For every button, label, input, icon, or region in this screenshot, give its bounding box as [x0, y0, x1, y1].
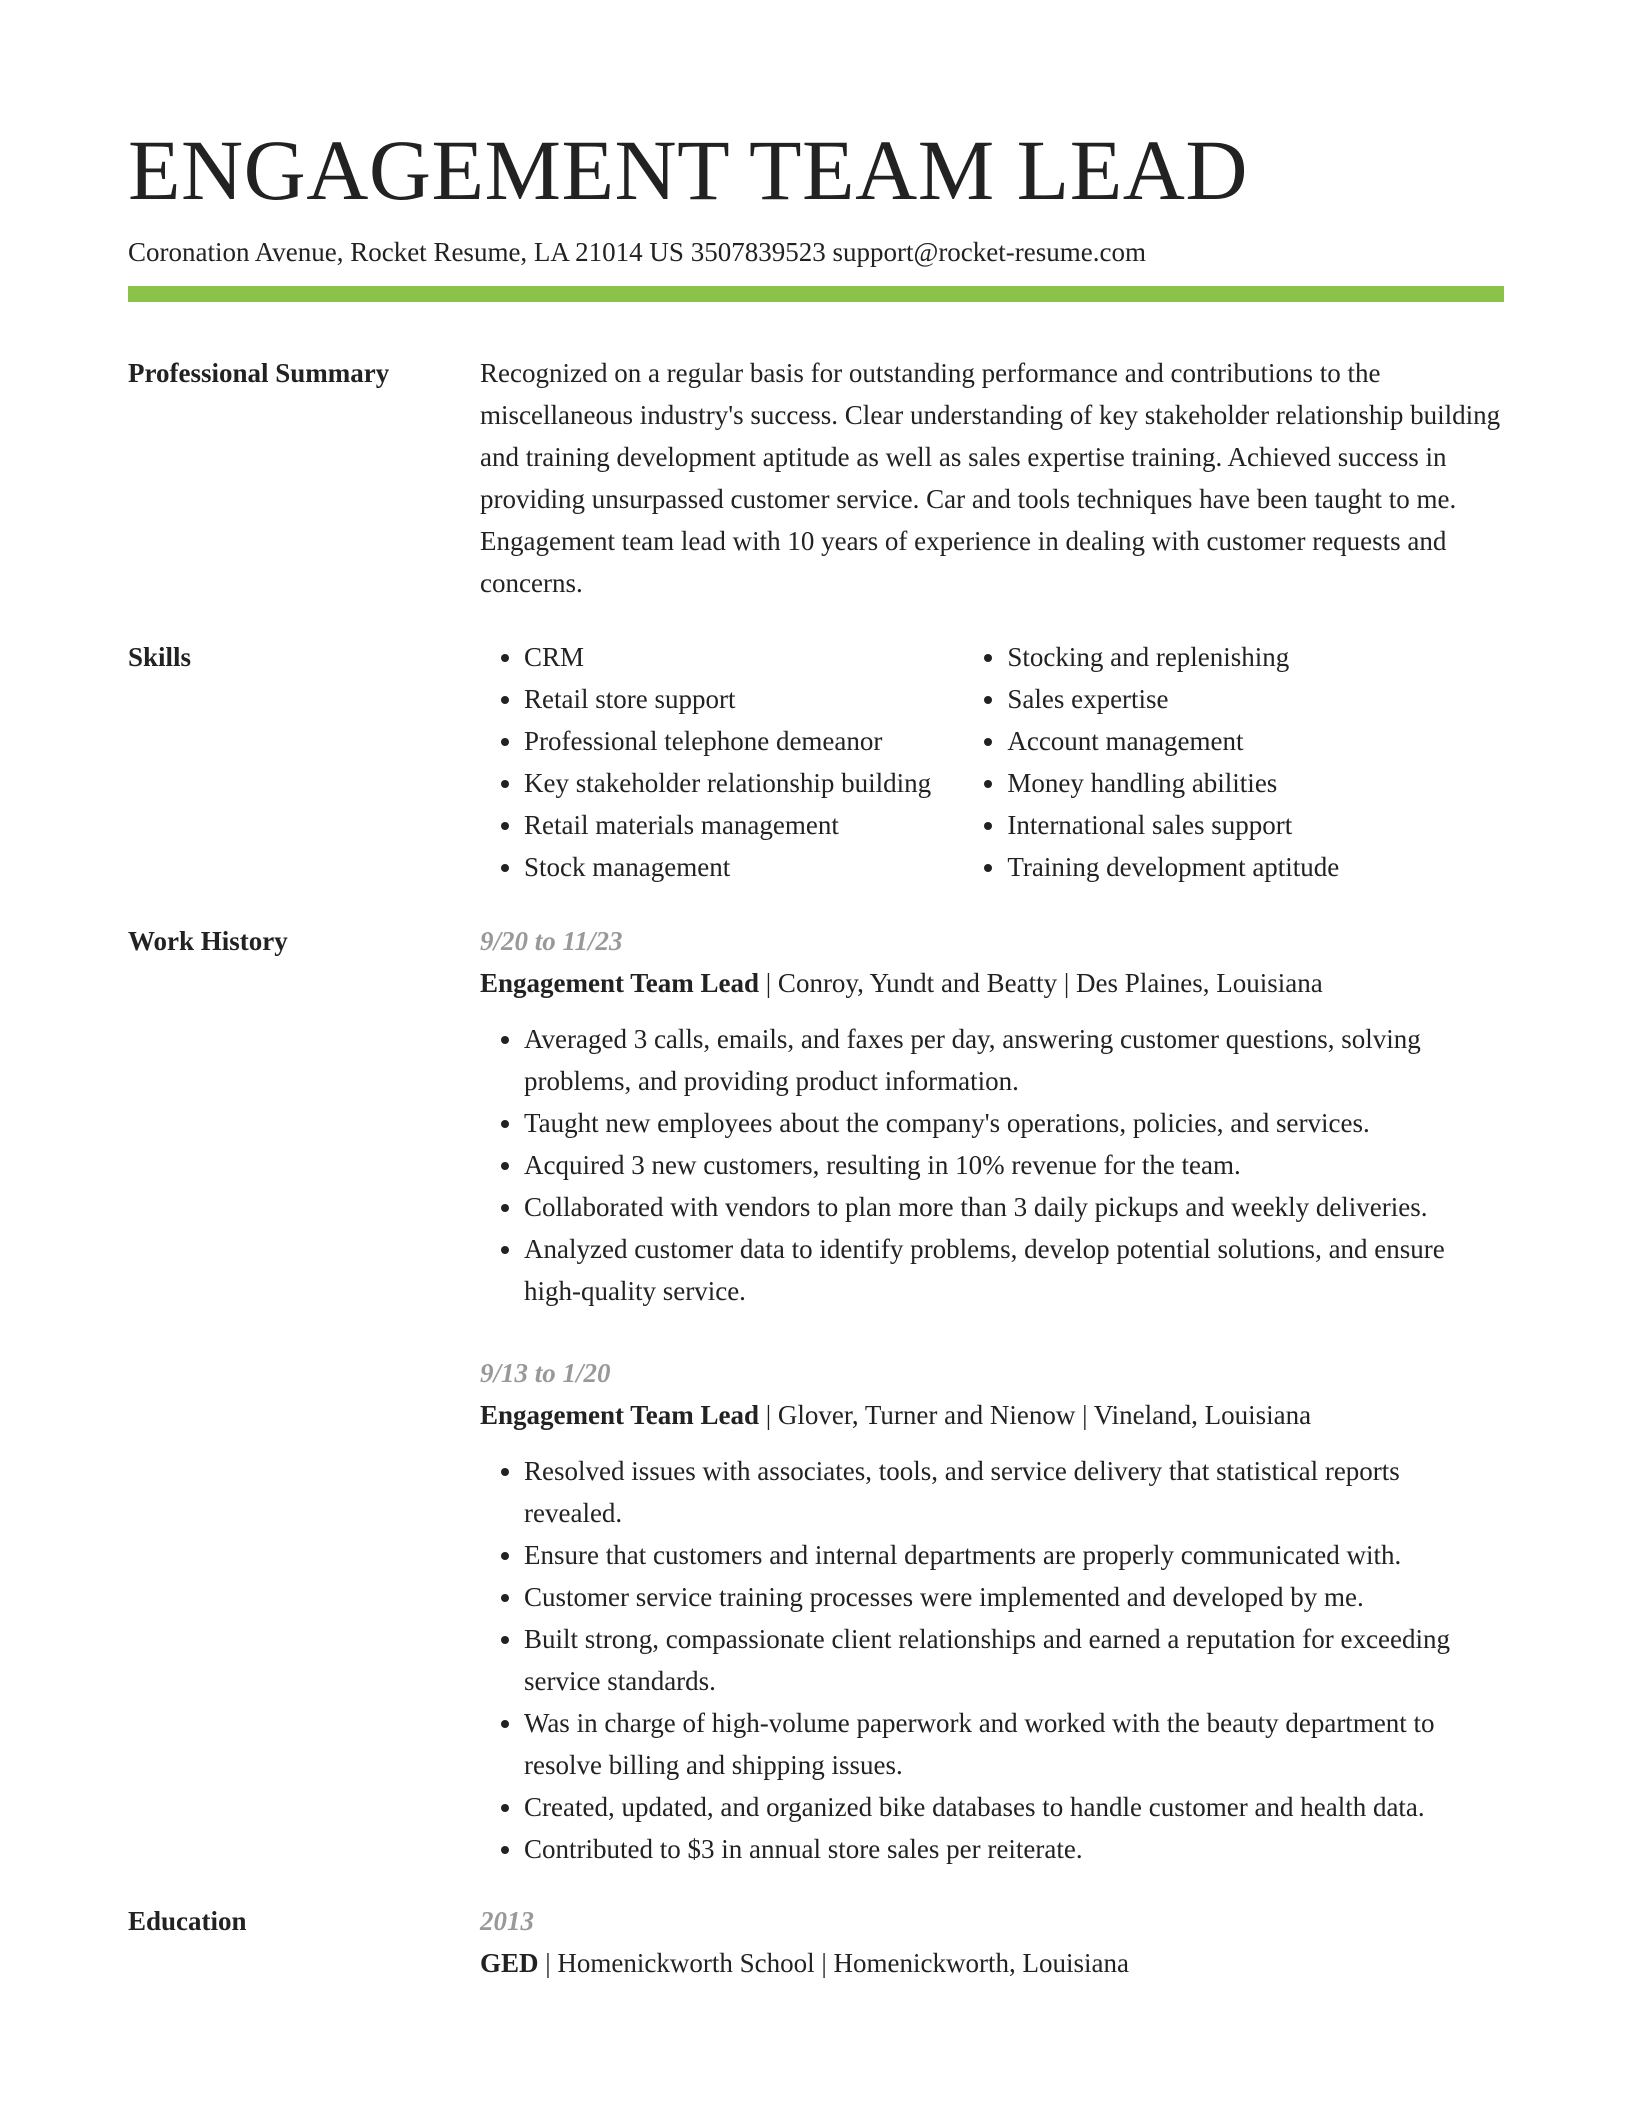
job-dates: 9/20 to 11/23	[480, 926, 623, 956]
education-details-line	[480, 1942, 1504, 1984]
skill-item: • Money handling abilities	[1007, 762, 1504, 804]
duty-item: • Built strong, compassionate client relationships and earned a reputation for exceeding service standards.	[524, 1618, 1504, 1702]
duty-item: • Was in charge of high-volume paperwork and worked with the beauty department to resolve billing and shipping issues.	[524, 1702, 1504, 1786]
resume-title: ENGAGEMENT TEAM LEAD	[128, 122, 1248, 218]
skill-item: • Professional telephone demeanor	[524, 720, 963, 762]
duty-item: • Contributed to $3 in annual store sales per reiterate.	[524, 1828, 1504, 1870]
job-header	[480, 1394, 1504, 1436]
skills-column-2	[963, 636, 1504, 888]
education-entry	[480, 1900, 1504, 1984]
skills-column-1	[480, 636, 963, 888]
contact-phone: 3507839523	[690, 237, 826, 267]
skill-item: • Training development aptitude	[1007, 846, 1504, 888]
duty-item: • Averaged 3 calls, emails, and faxes per day, answering customer questions, solving problems, and providing product information.	[524, 1018, 1504, 1102]
job-duties	[480, 1018, 1504, 1312]
duty-item: • Analyzed customer data to identify problems, develop potential solutions, and ensure high-quality service.	[524, 1228, 1504, 1312]
job-duties	[480, 1450, 1504, 1870]
skills-heading: Skills	[128, 642, 192, 672]
contact-line	[128, 234, 1504, 270]
duty-item: • Collaborated with vendors to plan more than 3 daily pickups and weekly deliveries.	[524, 1186, 1504, 1228]
duty-item: • Acquired 3 new customers, resulting in 10% revenue for the team.	[524, 1144, 1504, 1186]
skill-item: • Key stakeholder relationship building	[524, 762, 963, 804]
work-history-list	[480, 920, 1504, 1870]
header-accent-rule	[128, 286, 1504, 302]
summary-text: Recognized on a regular basis for outstanding performance and contributions to the miscellaneous industry's success. Clear understanding of key stakeholder relationship building and training development aptitude as well as sales expertise training. Achieved success in providing unsurpassed customer service. Car and tools techniques have been taught to me. Engagement team lead with 10 years of experience in dealing with customer requests and concerns.	[480, 358, 1501, 598]
work-history-section	[128, 920, 1504, 1870]
contact-address: Coronation Avenue, Rocket Resume, LA 21014 US	[128, 237, 684, 267]
education-degree: GED	[480, 1948, 539, 1978]
job-entry	[480, 920, 1504, 1312]
job-header	[480, 962, 1504, 1004]
job-dates: 9/13 to 1/20	[480, 1358, 611, 1388]
education-section	[128, 1900, 1504, 1984]
duty-item: • Resolved issues with associates, tools, and service delivery that statistical reports revealed.	[524, 1450, 1504, 1534]
job-employer-location: | Glover, Turner and Nienow | Vineland, Louisiana	[759, 1400, 1312, 1430]
skill-item: • Sales expertise	[1007, 678, 1504, 720]
job-employer-location: | Conroy, Yundt and Beatty | Des Plaines, Louisiana	[759, 968, 1323, 998]
skills-section	[128, 636, 1504, 888]
summary-heading: Professional Summary	[128, 358, 390, 388]
skill-item: • CRM	[524, 636, 963, 678]
duty-item: • Ensure that customers and internal departments are properly communicated with.	[524, 1534, 1504, 1576]
job-entry	[480, 1352, 1504, 1870]
skill-item: • Retail materials management	[524, 804, 963, 846]
duty-item: • Taught new employees about the company's operations, policies, and services.	[524, 1102, 1504, 1144]
skill-item: • International sales support	[1007, 804, 1504, 846]
skill-item: • Stock management	[524, 846, 963, 888]
skill-item: • Retail store support	[524, 678, 963, 720]
contact-email: support@rocket-resume.com	[832, 237, 1146, 267]
skill-item: • Stocking and replenishing	[1007, 636, 1504, 678]
work-history-heading: Work History	[128, 926, 288, 956]
skill-item: • Account management	[1007, 720, 1504, 762]
education-year: 2013	[480, 1906, 534, 1936]
job-title: Engagement Team Lead	[480, 1400, 760, 1430]
education-heading: Education	[128, 1906, 247, 1936]
education-school-location: | Homenickworth School | Homenickworth, Louisiana	[538, 1948, 1129, 1978]
job-title: Engagement Team Lead	[480, 968, 760, 998]
skills-list	[480, 636, 1504, 888]
duty-item: • Created, updated, and organized bike databases to handle customer and health data.	[524, 1786, 1504, 1828]
summary-section	[128, 352, 1504, 604]
duty-item: • Customer service training processes were implemented and developed by me.	[524, 1576, 1504, 1618]
